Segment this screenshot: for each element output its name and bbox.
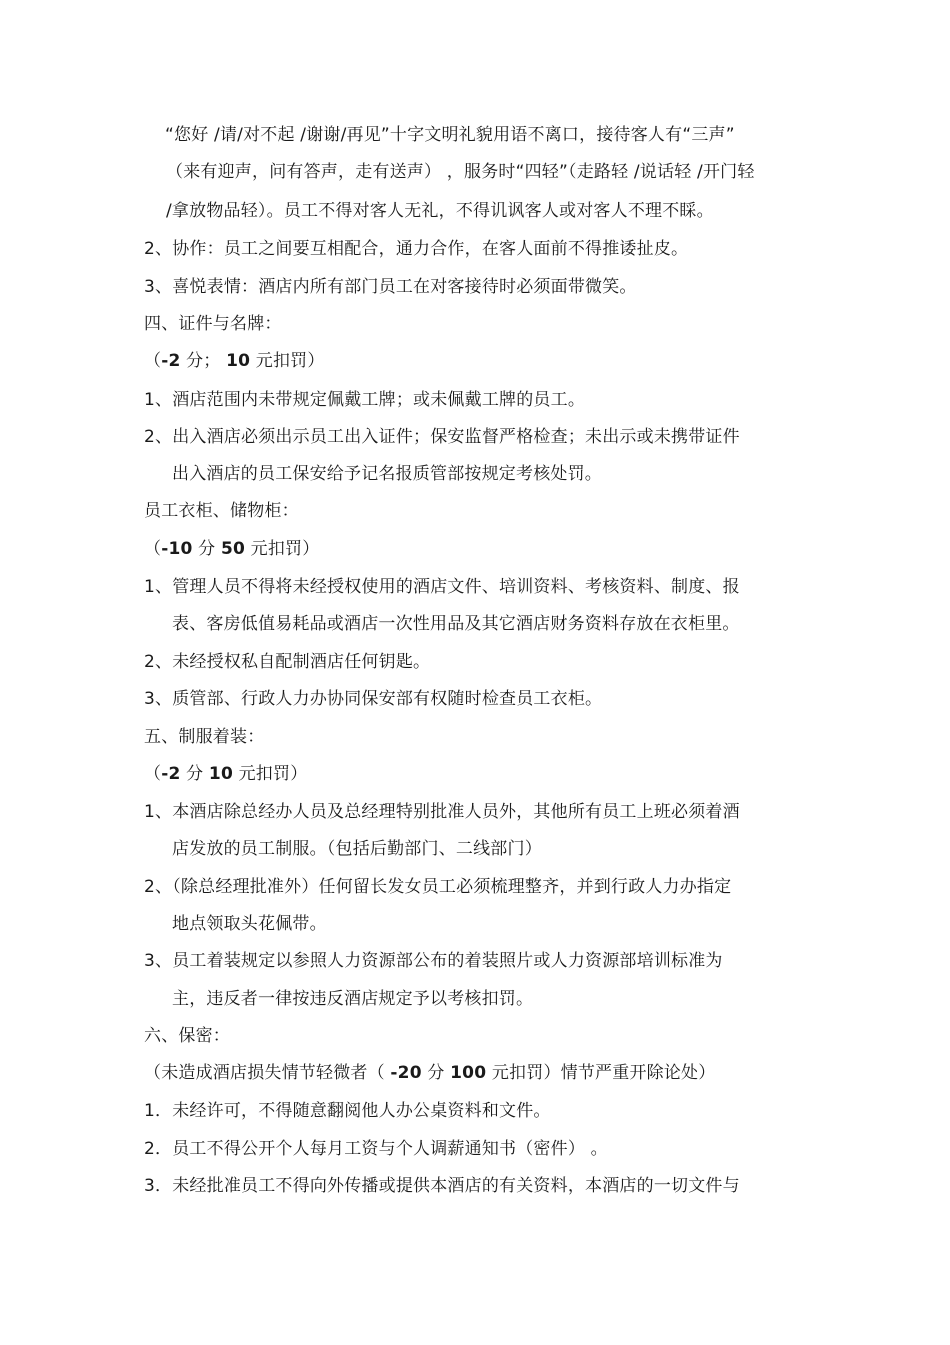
- text-line: 3．未经批准员工不得向外传播或提供本酒店的有关资料，本酒店的一切文件与: [144, 1176, 740, 1196]
- text-line: 3、质管部、行政人力办协同保安部有权随时检查员工衣柜。: [144, 689, 603, 709]
- text-line: 出入酒店的员工保安给予记名报质管部按规定考核处罚。: [172, 464, 602, 484]
- penalty-note: （-2 分 10 元扣罚）: [144, 764, 308, 784]
- text-line: 3、喜悦表情：酒店内所有部门员工在对客接待时必须面带微笑。: [144, 277, 637, 297]
- text-line: 2．员工不得公开个人每月工资与个人调薪通知书（密件） 。: [144, 1139, 608, 1159]
- text-line: 1、酒店范围内未带规定佩戴工牌；或未佩戴工牌的员工。: [144, 390, 586, 410]
- text-line: 3、员工着装规定以参照人力资源部公布的着装照片或人力资源部培训标准为: [144, 951, 723, 971]
- text-line: 地点领取头花佩带。: [172, 914, 327, 934]
- text-line: 1、本酒店除总经办人员及总经理特别批准人员外，其他所有员工上班必须着酒: [144, 802, 740, 822]
- text-line: 1．未经许可，不得随意翻阅他人办公桌资料和文件。: [144, 1101, 551, 1121]
- section-heading: 六、保密：: [144, 1026, 230, 1046]
- penalty-note: （-2 分； 10 元扣罚）: [144, 351, 325, 371]
- text-line: 1、管理人员不得将未经授权使用的酒店文件、培训资料、考核资料、制度、报: [144, 577, 740, 597]
- text-line: “您好 /请/对不起 /谢谢/再见”十字文明礼貌用语不离口，接待客人有“三声”: [165, 125, 735, 145]
- text-line: 店发放的员工制服。（包括后勤部门、二线部门）: [172, 839, 542, 859]
- text-line: 2、（除总经理批准外）任何留长发女员工必须梳理整齐，并到行政人力办指定: [144, 877, 732, 897]
- penalty-note: （-10 分 50 元扣罚）: [144, 539, 320, 559]
- section-heading: 员工衣柜、储物柜：: [144, 501, 299, 521]
- section-heading: 五、制服着装：: [144, 727, 265, 747]
- text-line: 主，违反者一律按违反酒店规定予以考核扣罚。: [172, 989, 534, 1009]
- text-line: 2、未经授权私自配制酒店任何钥匙。: [144, 652, 431, 672]
- penalty-note: （未造成酒店损失情节轻微者（ -20 分 100 元扣罚）情节严重开除论处）: [144, 1063, 716, 1083]
- text-line: /拿放物品轻）。员工不得对客人无礼，不得讥讽客人或对客人不理不睬。: [166, 201, 714, 221]
- section-heading: 四、证件与名牌：: [144, 314, 282, 334]
- text-line: （来有迎声，问有答声，走有送声） ，服务时“四轻”（走路轻 /说话轻 /开门轻: [166, 162, 755, 182]
- text-line: 2、协作：员工之间要互相配合，通力合作，在客人面前不得推诿扯皮。: [144, 239, 689, 259]
- text-line: 表、客房低值易耗品或酒店一次性用品及其它酒店财务资料存放在衣柜里。: [172, 614, 740, 634]
- text-line: 2、出入酒店必须出示员工出入证件；保安监督严格检查；未出示或未携带证件: [144, 427, 740, 447]
